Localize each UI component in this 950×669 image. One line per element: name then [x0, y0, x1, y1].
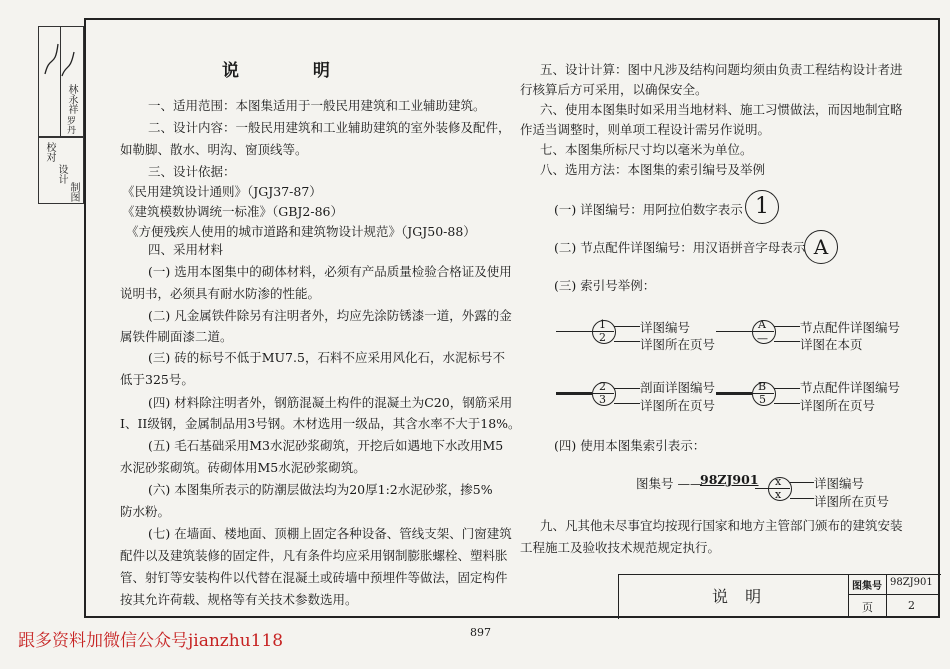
title-block-page-label: 页 [862, 601, 873, 614]
atlas-code: 98ZJ901 [700, 472, 759, 487]
atlas-bottom: x [775, 488, 782, 501]
text-line: I、II级钢，金属制品用3号钢。木材选用一级品，其含水率不大于18%。 [120, 416, 521, 431]
text-line: 低于325号。 [120, 372, 194, 387]
text-line: 工程施工及验收技术规范规定执行。 [520, 540, 721, 555]
index-bottom: 2 [599, 331, 606, 344]
signature-label-draw: 制图 [68, 182, 79, 202]
watermark-text: 跟多资料加微信公众号jianzhu118 [18, 631, 284, 651]
index-label: 详图在本页 [800, 337, 863, 352]
index-label: 剖面详图编号 [640, 380, 716, 395]
text-line: 水泥砂浆砌筑。砖砌体用M5水泥砂浆砌筑。 [120, 460, 366, 475]
text-line: 一、适用范围：本图集适用于一般民用建筑和工业辅助建筑。 [148, 98, 486, 113]
text-line: 八、选用方法：本图集的索引编号及举例 [540, 162, 766, 177]
signature-name-2: 罗丹 [65, 116, 75, 134]
signature-name-1: 林永祥 [66, 84, 77, 114]
atlas-label-bottom: 详图所在页号 [814, 494, 890, 509]
text-line: 《方便残疾人使用的城市道路和建筑物设计规范》（JGJ50-88） [126, 224, 476, 239]
page-title: 说 明 [222, 61, 364, 81]
text-line: (五) 毛石基础采用M3水泥砂浆砌筑，开挖后如遇地下水改用M5 [148, 438, 504, 453]
text-line: (六) 本图集所表示的防潮层做法均为20厚1:2水泥砂浆，掺5% [148, 482, 493, 497]
item-3-text: (三) 索引号举例： [554, 278, 656, 293]
item-1-text: (一) 详图编号：用阿拉伯数字表示 [554, 202, 743, 217]
index-label: 详图编号 [640, 320, 691, 335]
text-line: 防水粉。 [120, 504, 171, 519]
item-2-text: (二) 节点配件详图编号：用汉语拼音字母表示 [554, 240, 806, 255]
text-line: 《建筑模数协调统一标准》（GBJ2-86） [122, 204, 344, 219]
text-line: 按其允许荷载、规格等有关技术参数选用。 [120, 592, 358, 607]
index-bottom: — [757, 332, 768, 345]
text-line: 三、设计依据： [148, 164, 236, 179]
index-bottom: 5 [759, 393, 766, 406]
index-label: 节点配件详图编号 [800, 380, 901, 395]
index-top: 2 [599, 380, 606, 393]
title-block-page: 2 [908, 599, 915, 612]
text-line: 六、使用本图集时如采用当地材料、施工习惯做法，而因地制宜略 [540, 102, 903, 117]
text-line: 如勒脚、散水、明沟、窗顶线等。 [120, 142, 308, 157]
text-line: 配件以及建筑装修的固定件，凡有条件均应采用钢制膨胀螺栓、塑料胀 [120, 548, 508, 563]
text-line: 七、本图集所标尺寸均以毫米为单位。 [540, 142, 753, 157]
atlas-top: x [775, 475, 782, 488]
handwritten-signature [40, 34, 80, 82]
index-top: B [758, 380, 767, 393]
text-line: 属铁件刷面漆二道。 [120, 329, 233, 344]
index-bottom: 3 [599, 393, 606, 406]
text-line: (一) 选用本图集中的砌体材料，必须有产品质量检验合格证及使用 [148, 264, 512, 279]
index-top: 1 [599, 318, 606, 331]
index-label: 节点配件详图编号 [800, 320, 901, 335]
signature-label-check: 校对 [44, 142, 55, 162]
index-label: 详图所在页号 [640, 398, 716, 413]
text-line: 管、射钉等安装构件以代替在混凝土或砖墙中预埋件等做法，固定构件 [120, 570, 508, 585]
signature-label-design: 设计 [56, 164, 67, 184]
index-label: 详图所在页号 [800, 398, 876, 413]
index-top: A [758, 318, 766, 331]
title-block-name: 说 明 [712, 587, 768, 606]
item-4-text: (四) 使用本图集索引表示： [554, 438, 706, 453]
node-letter-symbol: A [804, 230, 838, 264]
page-number: 897 [470, 626, 491, 639]
text-line: 作适当调整时，则单项工程设计需另作说明。 [520, 122, 771, 137]
signature-block [38, 26, 84, 204]
text-line: 四、采用材料 [148, 242, 224, 257]
text-line: 五、设计计算：图中凡涉及结构问题均须由负责工程结构设计者进 [540, 62, 903, 77]
title-block-atlas-no: 98ZJ901 [890, 577, 933, 588]
text-line: (二) 凡金属铁件除另有注明者外，均应先涂防锈漆一道，外露的金 [148, 308, 512, 323]
text-line: 行核算后方可采用，以确保安全。 [520, 82, 708, 97]
detail-number-symbol: 1 [745, 190, 779, 224]
text-line: 二、设计内容：一般民用建筑和工业辅助建筑的室外装修及配件， [148, 120, 511, 135]
title-block-atlas-label: 图集号 [852, 581, 882, 592]
index-label: 详图所在页号 [640, 337, 716, 352]
text-line: (四) 材料除注明者外，钢筋混凝土构件的混凝土为C20，钢筋采用 [148, 395, 513, 410]
text-line: 说明书，必须具有耐水防渗的性能。 [120, 286, 321, 301]
text-line: (七) 在墙面、楼地面、顶棚上固定各种设备、管线支架、门窗建筑 [148, 526, 512, 541]
atlas-label-top: 详图编号 [814, 476, 865, 491]
text-line: (三) 砖的标号不低于MU7.5，石料不应采用风化石，水泥标号不 [148, 350, 505, 365]
text-line: 九、凡其他未尽事宜均按现行国家和地方主管部门颁布的建筑安装 [540, 518, 903, 533]
atlas-label: 图集号 —— [636, 476, 703, 491]
text-line: 《民用建筑设计通则》（JGJ37-87） [122, 184, 322, 199]
